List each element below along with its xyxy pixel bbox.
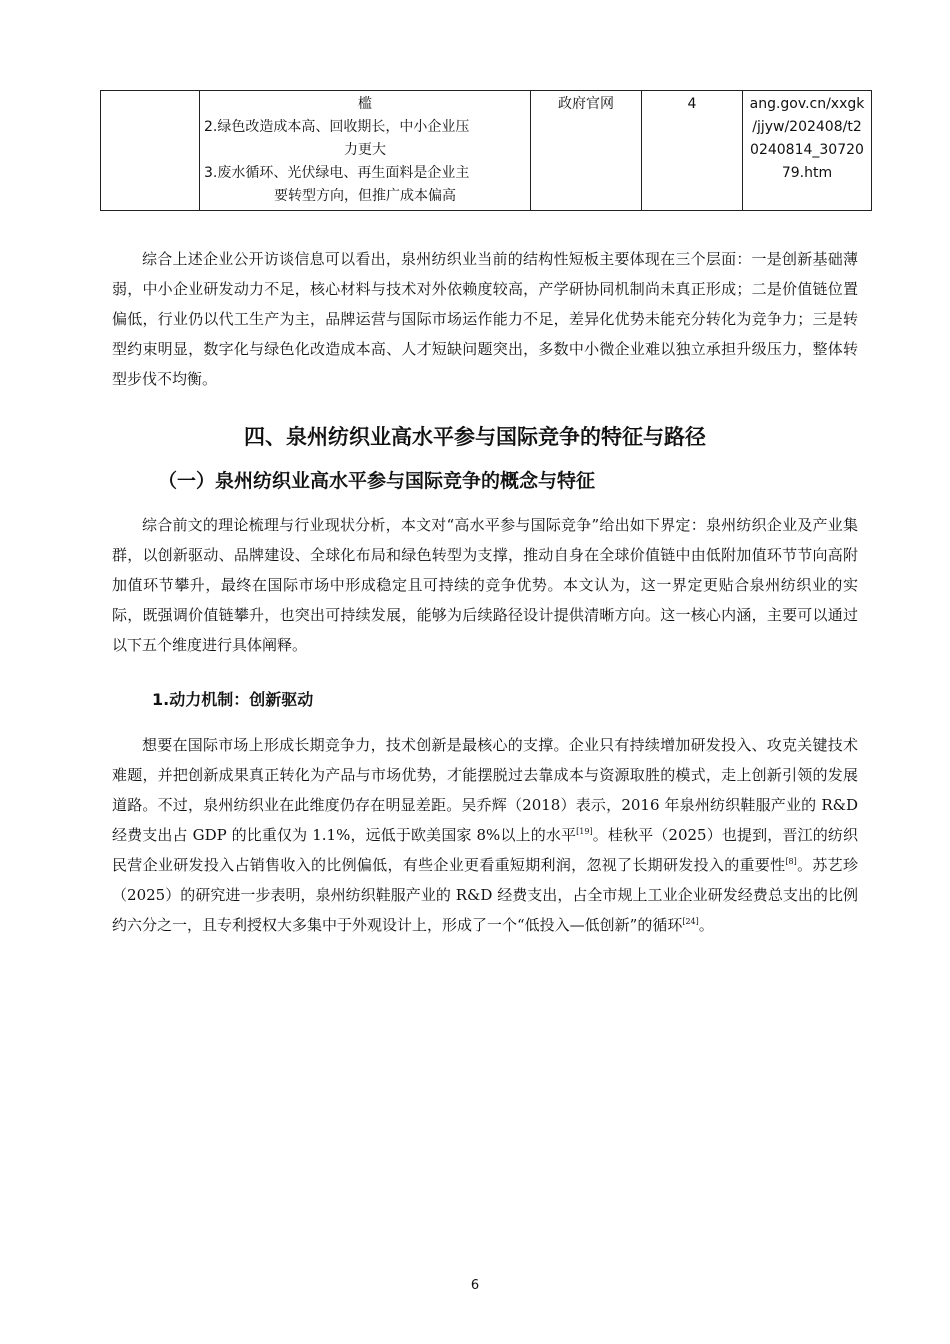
cell-line: 3.废水循环、光伏绿电、再生面料是企业主 <box>204 165 470 181</box>
cell-line: 2.绿色改造成本高、回收期长，中小企业压 <box>204 119 470 135</box>
cell-line: 79.htm <box>781 165 833 181</box>
cell-line: 要转型方向，但推广成本偏高 <box>274 188 456 204</box>
summary-paragraph: 综合上述企业公开访谈信息可以看出，泉州纺织业当前的结构性短板主要体现在三个层面：一是创新基础薄弱，中小企业研发动力不足，核心材料与技术对外依赖度较高，产学研协同机制尚未真正形成；二是价值链位置偏低，行业仍以代工生产为主，品牌运营与国际市场运作能力不足，差异化优势未能充分转化为竞争力；三是转型约束明显，数字化与绿色化改造成本高、人才短缺问题突出，多数中小微企业难以独立承担升级压力，整体转型步伐不均衡。 <box>112 250 858 388</box>
cell-line: ang.gov.cn/xxgk <box>749 96 865 112</box>
paragraph-text: 。桂秋平（2025）也提到，晋江的纺织民营企业研发投入占销售收入的比例偏低，有些企业更看重短期利润，忽视了长期研发投入的重要性 <box>112 826 858 874</box>
cell-line: 力更大 <box>344 142 386 158</box>
data-table-fragment <box>100 90 872 211</box>
citation-ref: [8] <box>785 857 797 866</box>
cell-line: 0240814_30720 <box>750 142 864 158</box>
citation-ref: [24] <box>682 917 699 926</box>
table-cell-count: 4 <box>642 91 743 211</box>
definition-paragraph: 综合前文的理论梳理与行业现状分析，本文对“高水平参与国际竞争”给出如下界定：泉州纺织企业及产业集群，以创新驱动、品牌建设、全球化布局和绿色转型为支撑，推动自身在全球价值链中由低附加值环节节向高附加值环节攀升，最终在国际市场中形成稳定且可持续的竞争优势。本文认为，这一界定更贴合泉州纺织业的实际，既强调价值链攀升，也突出可持续发展，能够为后续路径设计提供清晰方向。这一核心内涵，主要可以通过以下五个维度进行具体阐释。 <box>112 516 858 654</box>
page-number: 6 <box>470 1278 480 1293</box>
cell-line: /jjyw/202408/t2 <box>752 119 862 135</box>
paragraph-text: 。苏艺珍（2025）的研究进一步表明，泉州纺织鞋服产业的 R&D 经费支出，占全市规上工业企业研发经费总支出的比例约六分之一，且专利授权大多集中于外观设计上，形成了一个“低投入—低创新”的循环 <box>112 856 858 934</box>
table-cell-empty <box>101 91 200 211</box>
table <box>100 90 872 211</box>
subsection-heading: （一）泉州纺织业高水平参与国际竞争的概念与特征 <box>158 470 596 492</box>
table-row <box>101 91 872 211</box>
paragraph-text: 想要在国际市场上形成长期竞争力，技术创新是最核心的支撑。企业只有持续增加研发投入、攻克关键技术难题，并把创新成果真正转化为产品与市场优势，才能摆脱过去靠成本与资源取胜的模式，走上创新引领的发展道路。不过，泉州纺织业在此维度仍存在明显差距。吴乔辉（2018）表示，2016 年泉州纺织鞋服产业的 R&D 经费支出占 GDP 的比重仅为 1.1%，远低于欧美国家 8%以上的水平 <box>112 736 858 844</box>
cell-line: 槛 <box>358 96 372 112</box>
citation-ref: [19] <box>576 827 593 836</box>
subsubsection-heading: 1.动力机制：创新驱动 <box>152 690 314 709</box>
paragraph-text: 。 <box>698 916 714 934</box>
table-cell-url <box>743 91 872 211</box>
innovation-paragraph <box>112 730 858 940</box>
table-cell-findings <box>200 91 531 211</box>
table-cell-source: 政府官网 <box>531 91 642 211</box>
section-heading: 四、泉州纺织业高水平参与国际竞争的特征与路径 <box>244 425 706 449</box>
